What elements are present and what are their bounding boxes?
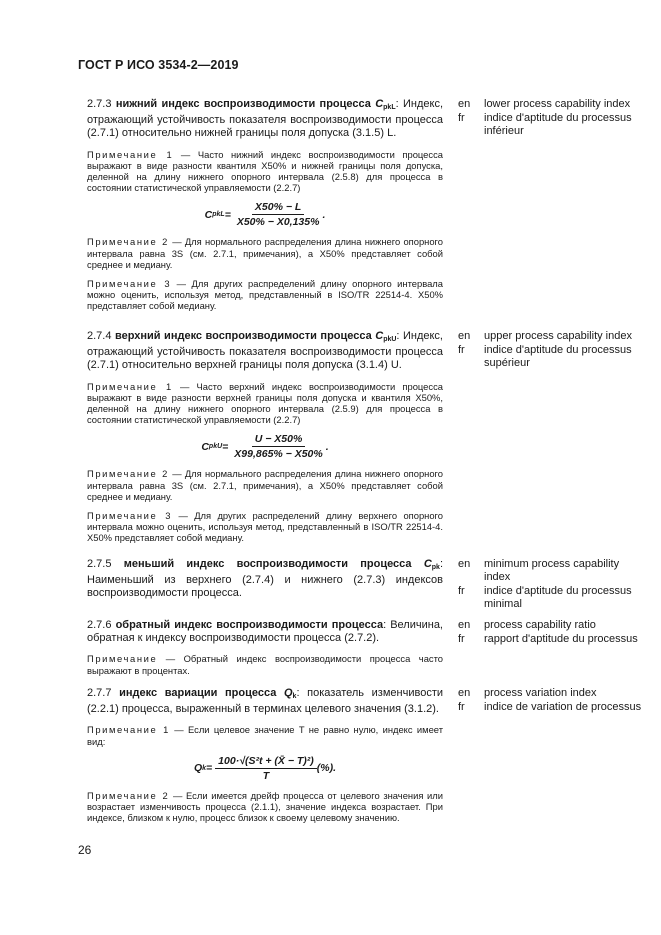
lang-code-en: en [458,619,471,631]
note-1 [87,724,443,746]
lang-code-fr: fr [458,585,465,597]
note-text: — Для нормального распределения длина нижнего опорного интервала равна 3S (см. 2.7.1, примечания), а X50% представляет собой среднее и медиану. [87,236,443,270]
note-2 [87,468,443,502]
translations-2-7-3 [458,98,648,138]
definition-text: : Индекс, отражающий устойчивость показателя воспроизводимости процесса (2.7.1) относительно нижней границы поля допуска (3.1.5) L. [87,98,444,140]
note-label: Примечание 1 [87,380,173,392]
formula-end: . [325,440,329,453]
formula-end: (%). [316,762,337,775]
note-text: — Если имеется дрейф процесса от целевого значения или возрастает изменчивость процесса (2.1.1), значение индекса возрастает. При индексе, близком к нулю, процесс близок к своему целевому значению. [87,789,443,824]
formula-qk [87,755,443,782]
english-term: upper process capability index [484,330,632,342]
lang-code-en: en [458,98,471,110]
entry-2-7-6 [87,619,443,676]
note-label: Примечание 3 [87,510,173,522]
french-term: rapport d'aptitude du processus [484,633,638,645]
term: индекс вариации процесса [119,687,277,699]
translations-2-7-4 [458,330,648,370]
symbol: C [375,98,384,110]
formula-numerator: U − X50% [252,433,306,447]
definition-2-7-5 [87,558,443,601]
symbol-subscript: k [292,693,297,700]
definition-2-7-7 [87,687,443,716]
french-term: indice de variation de processus [484,701,642,713]
formula-numerator: 100·√(S²t + (X̄ − T)²) [215,755,317,769]
note-3 [87,510,443,544]
note-1 [87,149,443,194]
lang-code-en: en [458,558,471,570]
entry-number: 2.7.4 [87,330,112,342]
note-text: — Для нормального распределения длина нижнего опорного интервала равна 3S (см. 2.7.1, примечания), а X50% представляет собой среднее и медиану. [87,468,443,502]
note-label: Примечание [87,653,158,665]
formula-end: . [322,208,326,221]
formula-equals: = [206,762,213,775]
note-label: Примечание 1 [87,148,174,160]
formula-lhs: C [201,440,209,453]
translations-2-7-5 [458,558,648,611]
english-term: process capability ratio [484,619,596,631]
note [87,653,443,675]
entry-number: 2.7.7 [87,687,112,699]
note-label: Примечание 2 [87,468,169,480]
definition-text: : Величина, обратная к индексу воспроизводимости процесса (2.7.2). [87,619,443,645]
note-label: Примечание 2 [87,236,169,248]
formula-equals: = [222,440,229,453]
note-text: — Если целевое значение T не равно нулю, индекс имеет вид: [87,724,443,747]
symbol-subscript: pk [431,564,440,571]
translations-2-7-7 [458,687,648,714]
formula-fraction [231,433,325,460]
definition-2-7-6 [87,619,443,645]
term: верхний индекс воспроизводимости процесса [114,330,372,342]
note-label: Примечание 1 [87,724,170,736]
note-2 [87,790,443,824]
entry-2-7-7 [87,687,443,823]
entry-number: 2.7.5 [87,558,112,570]
lang-code-en: en [458,687,471,699]
formula-lhs: Q [193,762,203,775]
french-term: indice d'aptitude du processus minimal [484,585,632,610]
note-1 [87,381,443,426]
formula-lhs-subscript: pkL [212,211,225,219]
symbol: C [375,330,384,342]
note-text: — Для других распределений длину опорного интервала можно оценить, используя метод, представленный в ISO/TR 22514-4. X50% представляет собой медиану. [87,278,443,312]
note-label: Примечание 3 [87,278,172,290]
formula-lhs-subscript: pkU [208,443,223,451]
formula-denominator: X99,865% − X50% [234,448,323,461]
english-term: process variation index [484,687,597,699]
formula-denominator: T [262,769,270,782]
note-text: — Обратный индекс воспроизводимости процесса часто выражают в процентах. [87,653,443,676]
entry-2-7-5 [87,558,443,601]
formula-numerator: X50% − L [252,201,304,215]
symbol-subscript: pkU [383,336,397,343]
formula-fraction [215,755,317,782]
note-text: — Для других распределений длину верхнего опорного интервала можно оценить, используя метод, представленный в ISO/TR 22514-4. X50% представляет собой медиану. [87,510,443,544]
lang-code-fr: fr [458,344,465,356]
note-3 [87,278,443,312]
formula-fraction [234,201,326,229]
note-2 [87,236,443,270]
french-term: indice d'aptitude du processus inférieur [484,112,632,137]
translations-2-7-6 [458,619,648,646]
entry-number: 2.7.6 [87,619,112,631]
symbol: Q [283,687,293,699]
english-term: lower process capability index [484,98,631,110]
definition-2-7-3 [87,98,443,141]
note-label: Примечание 2 [87,789,170,801]
page-number: 26 [78,843,92,857]
lang-code-fr: fr [458,112,465,124]
symbol-subscript: pkL [383,104,396,111]
formula-equals: = [224,208,231,221]
lang-code-fr: fr [458,633,465,645]
formula-lhs: C [204,208,213,221]
french-term: indice d'aptitude du processus supérieur [484,344,632,369]
formula-cpkl [87,201,443,228]
term: меньший индекс воспроизводимости процесса [123,558,412,570]
entry-2-7-3 [87,98,443,312]
note-text: — Часто верхний индекс воспроизводимости процесса выражают в виде разности верхней границы поля допуска и квантиля X50%, деленной на длину нижнего опорного интервала (2.5.9) для процесса в состоянии статистической управляемости (2.2.7) [87,380,443,426]
definition-text: : Наименьший из верхнего (2.7.4) и нижнего (2.7.3) индексов воспроизводимости процесса. [87,558,443,600]
symbol: C [423,558,432,570]
formula-lhs-subscript: k [202,764,207,772]
lang-code-fr: fr [458,701,465,713]
note-text: — Часто нижний индекс воспроизводимости процесса выражают в виде разности квантиля X50% и нижней границы поля допуска, деленной на длину нижнего опорного интервала (2.5.8) для процесса в состоянии статистической управляемости (2.2.7) [87,148,443,194]
definition-text: : показатель изменчивости (2.2.1) процесса, выраженный в терминах целевого значения (3.1.2). [87,687,443,716]
definition-2-7-4 [87,330,443,373]
lang-code-en: en [458,330,471,342]
entry-number: 2.7.3 [87,98,112,110]
document-header: ГОСТ Р ИСО 3534-2—2019 [78,58,239,72]
formula-cpku [87,433,443,460]
entry-2-7-4 [87,330,443,544]
definition-text: : Индекс, отражающий устойчивость показателя воспроизводимости процесса (2.7.1) относительно верхней границы поля допуска (3.1.4) U. [87,330,443,372]
term: нижний индекс воспроизводимости процесса [115,98,371,110]
english-term: minimum process capability index [484,558,620,583]
formula-denominator: X50% − X0,135% [236,216,320,229]
term: обратный индекс воспроизводимости процесса [115,619,384,631]
